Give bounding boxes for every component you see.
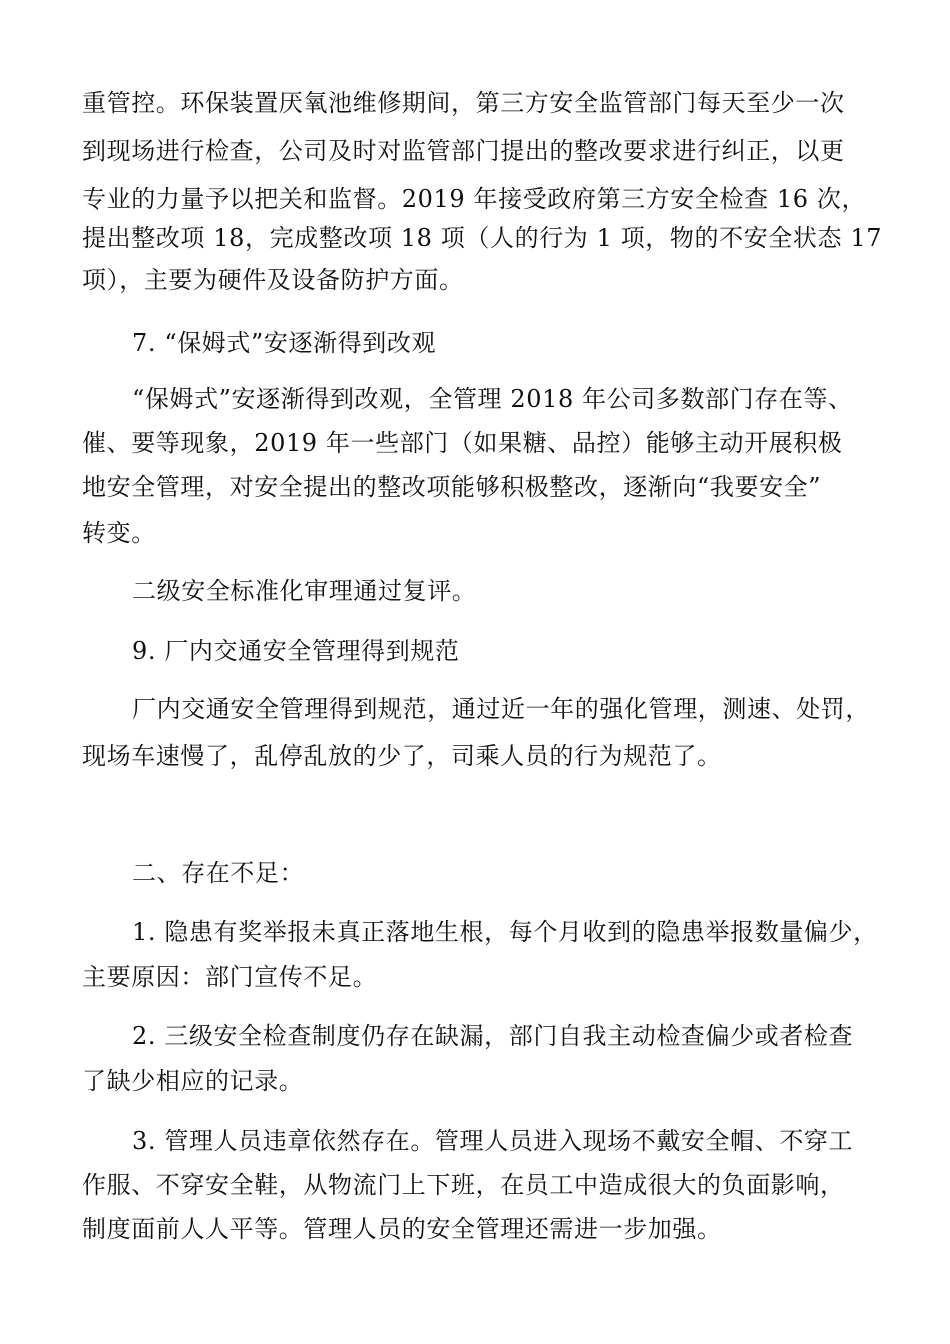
text-line: 3. 管理人员违章依然存在。管理人员进入现场不戴安全帽、不穿工 bbox=[132, 1127, 854, 1155]
text-line: 现场车速慢了，乱停乱放的少了，司乘人员的行为规范了。 bbox=[82, 742, 722, 770]
text-line: 转变。 bbox=[82, 519, 156, 547]
text-line: 提出整改项 18，完成整改项 18 项（人的行为 1 项，物的不安全状态 17 bbox=[82, 224, 883, 252]
text-line: 1. 隐患有奖举报未真正落地生根，每个月收到的隐患举报数量偏少， bbox=[132, 918, 878, 946]
text-line: 重管控。环保装置厌氧池维修期间，第三方安全监管部门每天至少一次 bbox=[82, 89, 845, 117]
text-line: 2. 三级安全检查制度仍存在缺漏，部门自我主动检查偏少或者检查 bbox=[132, 1022, 854, 1050]
text-line: 地安全管理，对安全提出的整改项能够积极整改，逐渐向“我要安全” bbox=[82, 473, 822, 501]
text-line: 制度面前人人平等。管理人员的安全管理还需进一步加强。 bbox=[82, 1215, 722, 1243]
text-line: 了缺少相应的记录。 bbox=[82, 1067, 304, 1095]
text-line: 主要原因：部门宣传不足。 bbox=[82, 963, 378, 991]
text-line: 项），主要为硬件及设备防护方面。 bbox=[82, 266, 464, 294]
text-line: 二级安全标准化审理通过复评。 bbox=[132, 577, 477, 605]
section-heading: 二、存在不足： bbox=[132, 859, 305, 887]
text-line: 厂内交通安全管理得到规范，通过近一年的强化管理，测速、处罚， bbox=[132, 695, 870, 723]
section-heading: 7. “保姆式”安逐渐得到改观 bbox=[132, 329, 437, 357]
section-heading: 9. 厂内交通安全管理得到规范 bbox=[132, 637, 460, 665]
text-line: 催、要等现象，2019 年一些部门（如果糖、品控）能够主动开展积极 bbox=[82, 429, 843, 457]
text-line: 到现场进行检查，公司及时对监管部门提出的整改要求进行纠正，以更 bbox=[82, 137, 845, 165]
text-line: “保姆式”安逐渐得到改观，全管理 2018 年公司多数部门存在等、 bbox=[132, 385, 853, 413]
text-line: 专业的力量予以把关和监督。2019 年接受政府第三方安全检查 16 次， bbox=[82, 185, 867, 213]
text-line: 作服、不穿安全鞋，从物流门上下班，在员工中造成很大的负面影响， bbox=[82, 1171, 845, 1199]
